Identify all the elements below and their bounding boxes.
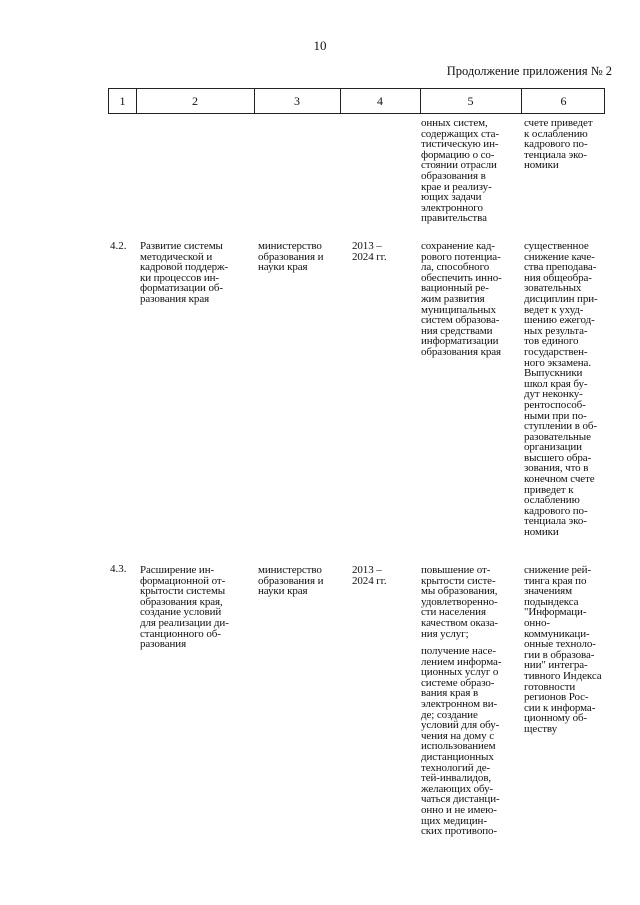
continued-consequence-cell: счете приведет к ослаблению кадрового по- тенциала эко- номики (524, 117, 593, 172)
row-number: 4.2. (110, 240, 127, 252)
executor-cell: министерство образования и науки края (258, 240, 324, 274)
continuation-label: Продолжение приложения № 2 (446, 64, 612, 78)
header-col-2: 2 (192, 94, 198, 108)
header-col-4: 4 (377, 94, 383, 108)
header-col-1: 1 (119, 94, 126, 108)
consequence-cell: снижение рей- тинга края по значениям подындекса "Информаци- онно- коммуникаци- онные техноло- гии в образова- нии" интегра- тивного Индекса готовности регионов Рос- сии к информа- ционному об- ществу (524, 564, 602, 735)
period-cell: 2013 – 2024 гг. (352, 564, 387, 587)
result-cell-a: повышение от- крытости систе- мы образования, удовлетворенно- сти населения качеством оказа- ния услуг; (421, 564, 498, 640)
row-number: 4.3. (110, 563, 127, 575)
continued-result-cell: онных систем, содержащих ста- тистическую ин- формацию о со- стоянии отрасли образования в крае и реализу- ющих задачи электронного правительства (421, 117, 500, 225)
header-col-6: 6 (560, 94, 567, 108)
page-number: 10 (313, 38, 327, 53)
result-cell: сохранение кад- рового потенциа- ла, способного обеспечить инно- вационный ре- жим развития муниципальных систем образова- ния средствами информатизации образования края (421, 240, 502, 358)
consequence-cell: существенное снижение каче- ства преподава- ния общеобра- зовательных дисциплин при- ведет к ухуд- шению ежегод- ных результа- тов единого государствен- ного экзамена. Выпускники школ края бу- дут неконку- рентоспособ- ными при по- ступлении в об- разовательные организации высшего обра- зования, что в конечном счете приведет к ослаблению кадрового по- тенциала эко- номики (524, 240, 598, 539)
measure-cell: Расширение ин- формационной от- крытости системы образования края, создание условий для реализации ди- станционного об- разования (140, 564, 229, 651)
header-col-3: 3 (294, 94, 300, 108)
header-col-5: 5 (467, 94, 474, 108)
executor-cell: министерство образования и науки края (258, 564, 324, 598)
measure-cell: Развитие системы методической и кадровой поддерж- ки процессов ин- форматизации об- разования края (140, 240, 229, 305)
period-cell: 2013 – 2024 гг. (352, 240, 387, 263)
result-cell-b: получение насе- лением информа- ционных услуг о системе образо- вания края в электронном ви- де; создание условий для обу- чения на дому с использованием дистанционных технологий де- тей-инвалидов, желающих обу- чаться дистанци- онно и не имею- щих медицин- ских противопо- (421, 645, 502, 838)
table-header (108, 88, 605, 114)
